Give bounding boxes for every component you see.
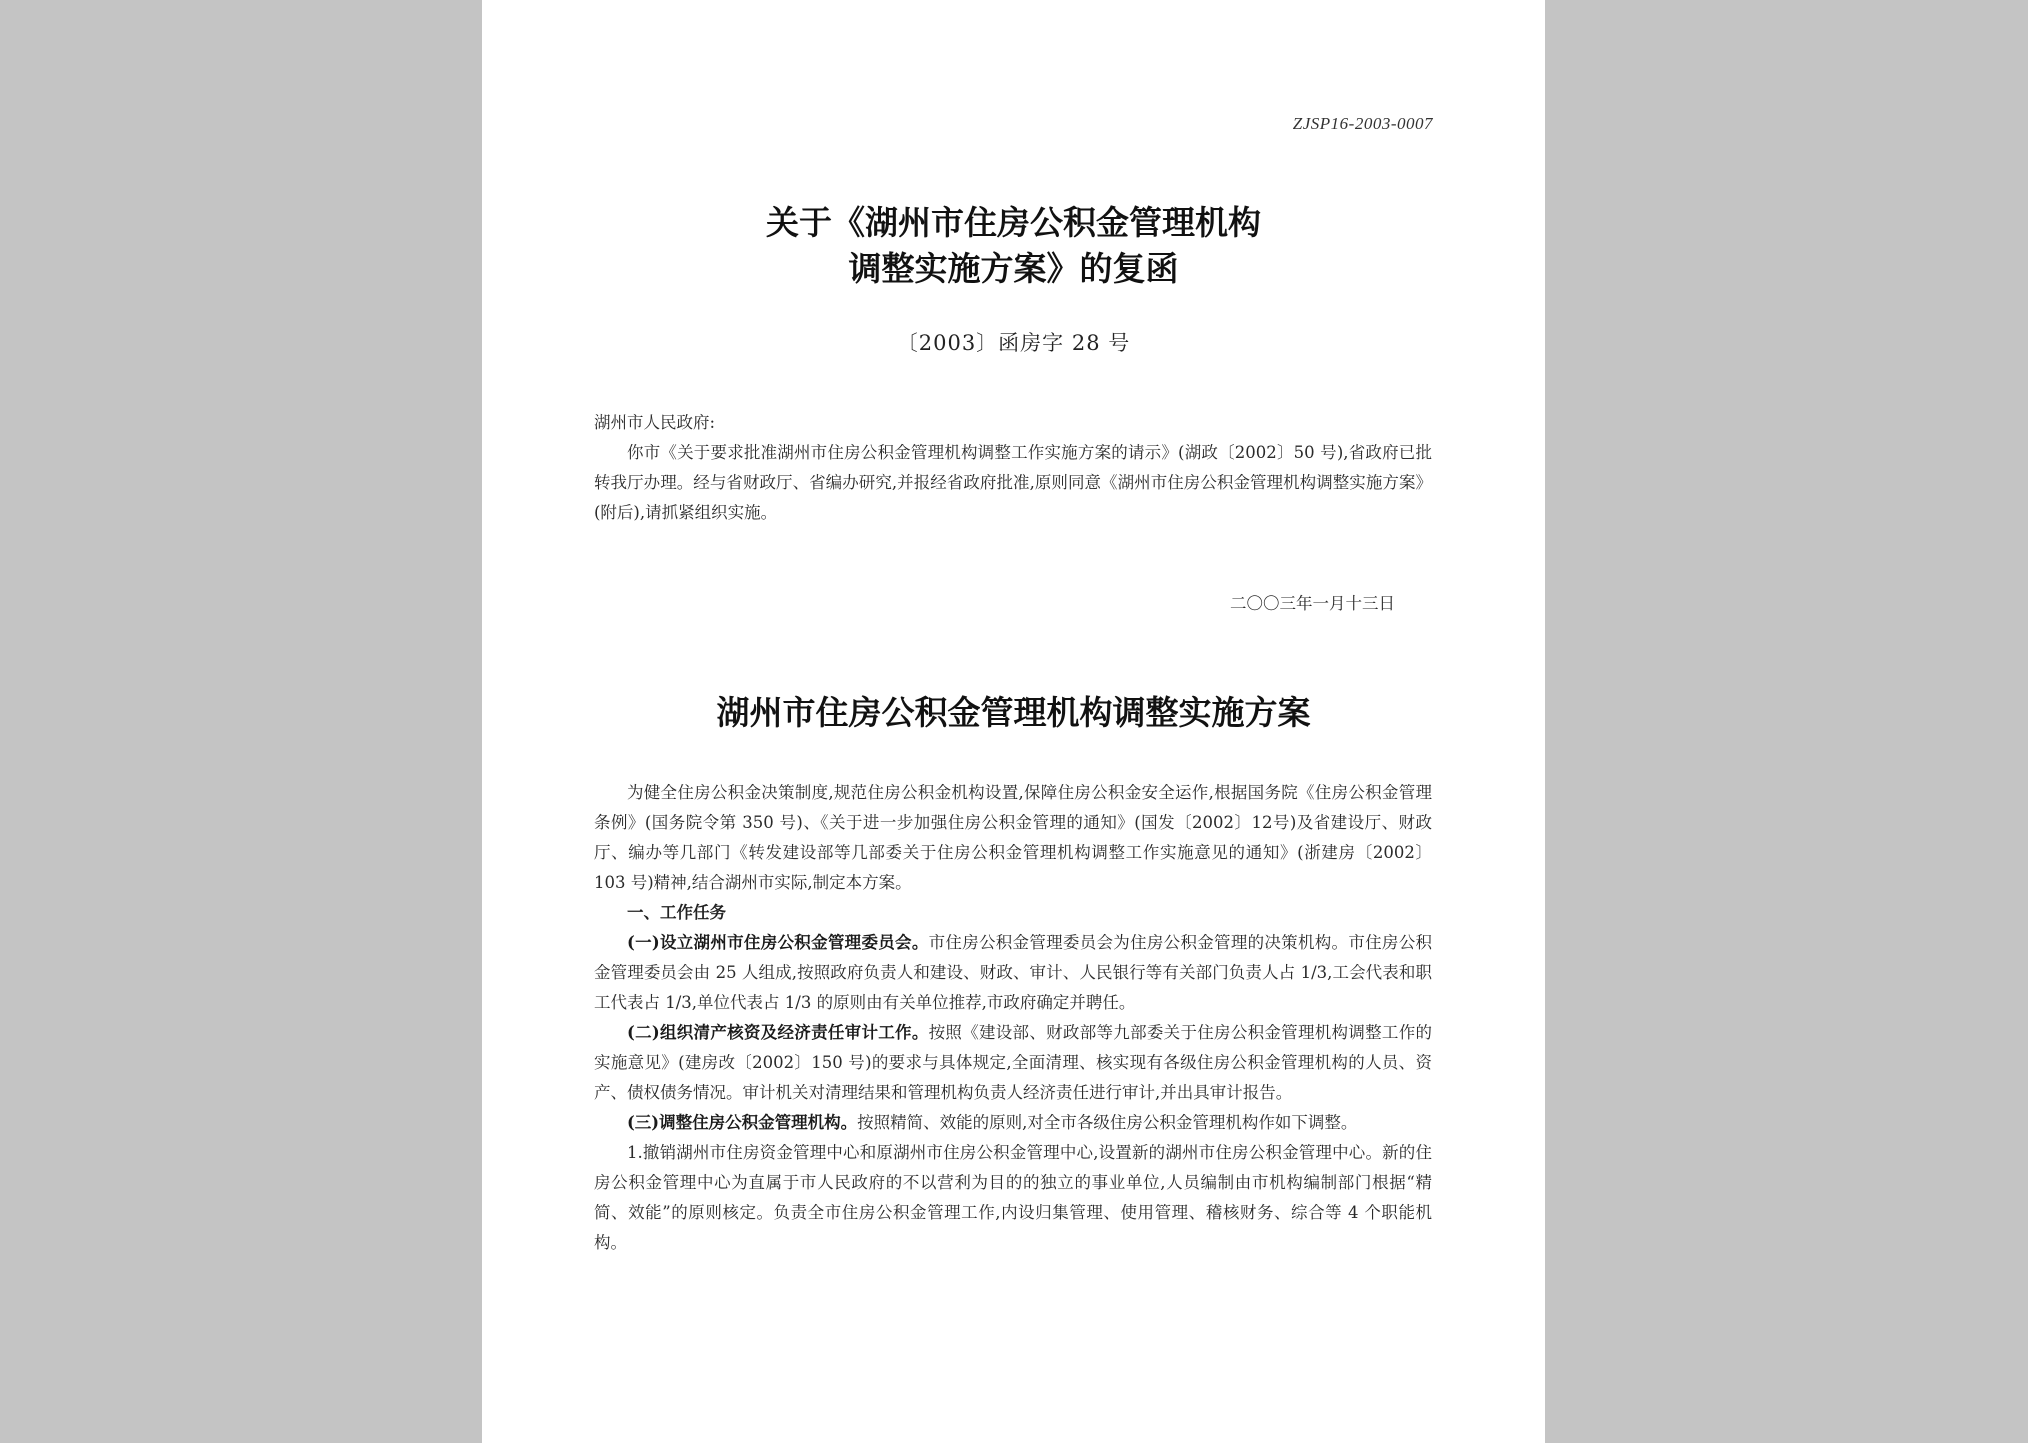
intro-paragraph: 为健全住房公积金决策制度,规范住房公积金机构设置,保障住房公积金安全运作,根据国务院《住房公积金管理条例》(国务院令第 350 号)、《关于进一步加强住房公积金管理的通知》(国发〔2002〕12号)及省建设厅、财政厅、编办等几部门《转发建设部等几部委关于住房公积金管理机构调整工作实施意见的通知》(浙建房〔2002〕103 号)精神,结合湖州市实际,制定本方案。	[594, 783, 1432, 892]
plan-title: 湖州市住房公积金管理机构调整实施方案	[716, 693, 1311, 732]
salutation: 湖州市人民政府:	[594, 413, 716, 432]
letter-date: 二〇〇三年一月十三日	[1230, 594, 1395, 613]
document-number: 〔2003〕函房字 28 号	[896, 331, 1131, 355]
letter-paragraph: 你市《关于要求批准湖州市住房公积金管理机构调整工作实施方案的请示》(湖政〔2002〕50 号),省政府已批转我厅办理。经与省财政厅、省编办研究,并报经省政府批准,原则同意《湖州市住房公积金管理机构调整实施方案》(附后),请抓紧组织实施。	[594, 443, 1432, 522]
item-2-heading: (二)组织清产核资及经济责任审计工作。	[627, 1023, 929, 1042]
letter-title	[482, 200, 1545, 292]
item-1-heading: (一)设立湖州市住房公积金管理委员会。	[627, 933, 929, 952]
item-2-paragraph	[594, 1018, 1432, 1108]
letter-title-line-1: 关于《湖州市住房公积金管理机构	[766, 203, 1261, 242]
letter-body	[594, 438, 1432, 528]
item-3-heading: (三)调整住房公积金管理机构。	[627, 1113, 858, 1132]
document-page	[482, 0, 1545, 1443]
item-1-paragraph	[594, 928, 1432, 1018]
item-3-1-paragraph: 1.撤销湖州市住房资金管理中心和原湖州市住房公积金管理中心,设置新的湖州市住房公积金管理中心。新的住房公积金管理中心为直属于市人民政府的不以营利为目的的独立的事业单位,人员编制由市机构编制部门根据“精简、效能”的原则核定。负责全市住房公积金管理工作,内设归集管理、使用管理、稽核财务、综合等 4 个职能机构。	[594, 1143, 1432, 1252]
letter-title-line-2: 调整实施方案》的复函	[848, 249, 1179, 288]
item-1-text: 市住房公积金管理委员会为住房公积金管理的决策机构。市住房公积金管理委员会由 25 人组成,按照政府负责人和建设、财政、审计、人民银行等有关部门负责人占 1/3,工会代表和职工代表占 1/3,单位代表占 1/3 的原则由有关单位推荐,市政府确定并聘任。	[594, 933, 1432, 1012]
item-3-text: 按照精简、效能的原则,对全市各级住房公积金管理机构作如下调整。	[857, 1113, 1358, 1132]
section-heading-1: 一、工作任务	[627, 903, 726, 922]
document-code: ZJSP16-2003-0007	[1292, 114, 1433, 133]
plan-body	[594, 778, 1432, 1258]
item-3-paragraph	[594, 1108, 1432, 1138]
item-2-text: 按照《建设部、财政部等九部委关于住房公积金管理机构调整工作的实施意见》(建房改〔2002〕150 号)的要求与具体规定,全面清理、核实现有各级住房公积金管理机构的人员、资产、债权债务情况。审计机关对清理结果和管理机构负责人经济责任进行审计,并出具审计报告。	[594, 1023, 1432, 1102]
